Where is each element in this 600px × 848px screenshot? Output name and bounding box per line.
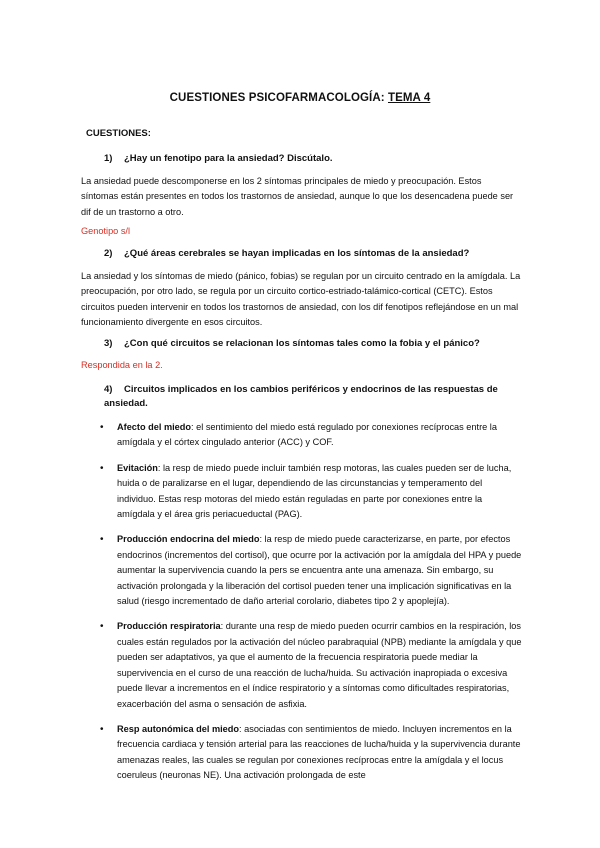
- bullet-text: : durante una resp de miedo pueden ocurrir cambios en la respiración, los cuales están regulados por la activación del núcleo parabraquial (NPB) mediante la amígdala y que pueden ser adaptativos, ya que el aumento de la frecuencia respiratoria puede mediar la supervivencia en el curso de una reacción de lucha/huida. Su activación inapropiada o excesiva puede llevar a incrementos en el índice respiratorio y a síntomas como dificultades respiratorias, exacerbación del asma o sensación de asfixia.: [117, 621, 522, 709]
- title-tema: TEMA 4: [387, 92, 431, 104]
- bullet-dot: •: [100, 723, 104, 735]
- question-4-text: Circuitos implicados en los cambios periféricos y endocrinos de las respuestas de ansiedad.: [104, 384, 498, 409]
- bullet-dot: •: [100, 422, 104, 433]
- document-title: [0, 92, 600, 104]
- question-3-number: 3): [104, 338, 113, 349]
- note-1: Genotipo s/l: [81, 226, 131, 236]
- bullet-dot: •: [100, 534, 104, 546]
- bullet-dot: •: [100, 462, 104, 474]
- question-1-text: ¿Hay un fenotipo para la ansiedad? Discútalo.: [124, 153, 333, 164]
- bullet-dot: •: [100, 621, 104, 633]
- question-4-number: 4): [104, 384, 113, 395]
- bullet-term: Evitación: [117, 462, 158, 473]
- bullet-list: [100, 420, 522, 784]
- bullet-text: : la resp de miedo puede incluir también resp motoras, las cuales pueden ser de lucha, huida o de paralizarse en el lugar, dependiendo de las circunstancias y temperamento del individuo. Estas resp motoras del miedo están reguladas en parte por conexiones entre la amígdala y el área gris periacueductal (PAG).: [117, 462, 512, 520]
- question-1-number: 1): [104, 153, 113, 164]
- question-3-text: ¿Con qué circuitos se relacionan los síntomas tales como la fobia y el pánico?: [124, 338, 480, 349]
- question-1: [104, 153, 333, 164]
- question-2-text: ¿Qué áreas cerebrales se hayan implicadas en los síntomas de la ansiedad?: [124, 248, 470, 259]
- answer-2: La ansiedad y los síntomas de miedo (pánico, fobias) se regulan por un circuito centrado en la amígdala. La preocupación, por otro lado, se regula por un circuito cortico-estriado-talámico-cortical (CETC). Estos circuitos pueden intervenir en todos los trastornos de ansiedad, con los dif fenotipos reflejándose en un mal funcionamiento divergente en esos circuitos.: [81, 271, 521, 328]
- answer-1: La ansiedad puede descomponerse en los 2 síntomas principales de miedo y preocupación. Estos síntomas están presentes en todos los trastornos de ansiedad, aunque lo que los desencadena puede ser dif de un trastorno a otro.: [81, 176, 514, 217]
- question-2: [104, 248, 469, 259]
- bullet-term: Resp autonómica del miedo: [117, 723, 240, 734]
- bullet-item: [100, 722, 522, 784]
- section-heading: CUESTIONES:: [86, 128, 151, 139]
- bullet-text: : el sentimiento del miedo está regulado por conexiones recíprocas entre la amígdala y el córtex cingulado anterior (ACC) y COF.: [117, 422, 497, 448]
- bullet-item: [100, 461, 522, 523]
- question-2-number: 2): [104, 248, 113, 259]
- bullet-term: Producción endocrina del miedo: [117, 534, 260, 545]
- note-3: Respondida en la 2.: [81, 360, 163, 370]
- title-main: CUESTIONES PSICOFARMACOLOGÍA:: [169, 92, 388, 104]
- bullet-item: [100, 420, 522, 451]
- bullet-term: Producción respiratoria: [117, 621, 221, 632]
- bullet-term: Afecto del miedo: [117, 422, 192, 432]
- bullet-text: : la resp de miedo puede caracterizarse, en parte, por efectos endocrinos (incrementos del cortisol), que ocurre por la activación por la amígdala del HPA y puede aumentar la supervivencia cuando la pers se encuentra ante una amenaza. Sin embargo, su activación prolongada y la liberación del cortisol pueden tener una implicación significativas en la salud (riesgo incrementado de daño arterial corolario, diabetes tipo 2 y apoplejía).: [117, 534, 522, 607]
- question-4: [104, 383, 524, 411]
- bullet-item: [100, 619, 522, 711]
- bullet-item: [100, 532, 522, 609]
- bullet-text: : asociadas con sentimientos de miedo. Incluyen incrementos en la frecuencia cardiaca y tensión arterial para las reacciones de lucha/huida y la supervivencia durante amenazas reales, las cuales se regulan por conexiones recíprocas entre la amígdala y el locus coeruleus (neuronas NE). Una activación prolongada de este: [117, 723, 521, 781]
- question-3: [104, 338, 480, 349]
